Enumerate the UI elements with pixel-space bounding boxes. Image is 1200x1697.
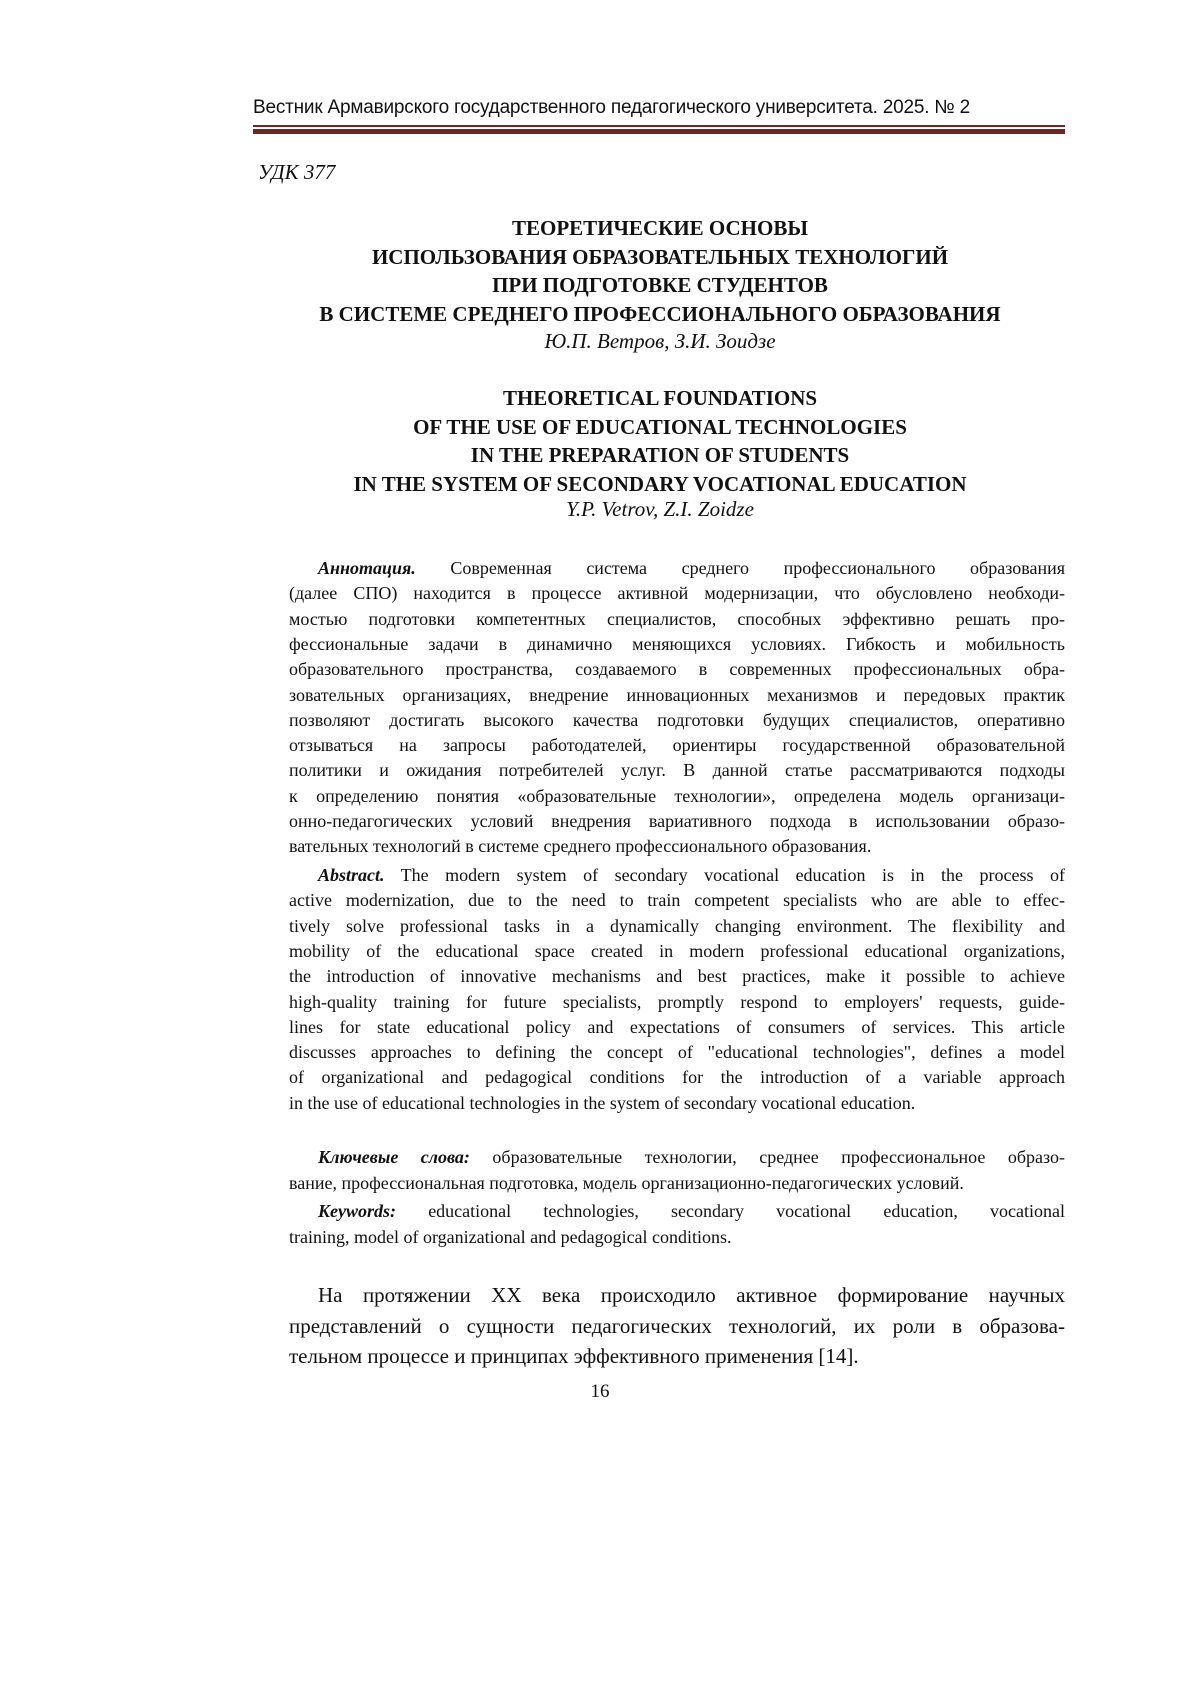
annotation-line <box>289 683 1065 708</box>
abstract-line <box>289 1091 1065 1116</box>
annotation-text: (далее СПО) находится в процессе активной модернизации, что обусловлено необходи- <box>289 583 1065 603</box>
body-paragraph-text: тельном процессе и принципах эффективного применения [14]. <box>289 1344 859 1368</box>
body-paragraph-line <box>289 1341 1065 1371</box>
keywords-ru-line <box>318 1145 1065 1170</box>
annotation-line <box>289 784 1065 809</box>
title-ru-line: ПРИ ПОДГОТОВКЕ СТУДЕНТОВ <box>240 271 1080 300</box>
abstract-line <box>289 1040 1065 1065</box>
annotation-label: Аннотация. <box>318 558 416 578</box>
journal-header: Вестник Армавирского государственного педагогического университета. 2025. № 2 <box>253 97 1065 119</box>
abstract-line <box>289 1065 1065 1090</box>
keywords-en-line <box>289 1225 1065 1250</box>
annotation-line <box>289 809 1065 834</box>
abstract-text: high-quality training for future specialists, promptly respond to employers' requests, guide- <box>289 992 1065 1012</box>
title-en-line: IN THE SYSTEM OF SECONDARY VOCATIONAL EDUCATION <box>240 470 1080 499</box>
header-rule-thin <box>253 125 1065 127</box>
annotation-line <box>289 581 1065 606</box>
annotation-text: онно-педагогических условий внедрения вариативного подхода в использовании образо- <box>289 811 1065 831</box>
body-paragraph-line <box>318 1280 1065 1310</box>
annotation-text: вательных технологий в системе среднего профессионального образования. <box>289 836 871 856</box>
annotation-line <box>289 834 1065 859</box>
abstract-line <box>289 914 1065 939</box>
keywords-en-label: Keywords: <box>318 1201 396 1221</box>
annotation-line <box>318 556 1065 581</box>
annotation-line <box>289 632 1065 657</box>
abstract-line <box>289 990 1065 1015</box>
body-paragraph-line <box>289 1311 1065 1341</box>
keywords-ru-text: образовательные технологии, среднее профессиональное образо- <box>470 1147 1065 1167</box>
annotation-line <box>289 607 1065 632</box>
keywords-en-text: training, model of organizational and pedagogical conditions. <box>289 1227 732 1247</box>
annotation-text: политики и ожидания потребителей услуг. В данной статье рассматриваются подходы <box>289 760 1065 780</box>
abstract-label: Abstract. <box>318 865 385 885</box>
authors-ru: Ю.П. Ветров, З.И. Зоидзе <box>240 329 1080 354</box>
annotation-text: фессиональные задачи в динамично меняющихся условиях. Гибкость и мобильность <box>289 634 1065 654</box>
abstract-text: discusses approaches to defining the concept of "educational technologies", defines a model <box>289 1042 1065 1062</box>
abstract-line <box>289 964 1065 989</box>
keywords-en-text: educational technologies, secondary vocational education, vocational <box>396 1201 1065 1221</box>
annotation-text: зовательных организациях, внедрение инновационных механизмов и передовых практик <box>289 685 1065 705</box>
abstract-text: mobility of the educational space created in modern professional educational organizations, <box>289 941 1065 961</box>
title-ru-line: В СИСТЕМЕ СРЕДНЕГО ПРОФЕССИОНАЛЬНОГО ОБРАЗОВАНИЯ <box>240 300 1080 329</box>
abstract-text: the introduction of innovative mechanisms and best practices, make it possible to achieve <box>289 966 1065 986</box>
annotation-line <box>289 708 1065 733</box>
title-en-line: IN THE PREPARATION OF STUDENTS <box>240 441 1080 470</box>
annotation-text: позволяют достигать высокого качества подготовки будущих специалистов, оперативно <box>289 710 1065 730</box>
title-ru-line: ИСПОЛЬЗОВАНИЯ ОБРАЗОВАТЕЛЬНЫХ ТЕХНОЛОГИЙ <box>240 243 1080 272</box>
annotation-text: отзываться на запросы работодателей, ориентиры государственной образовательной <box>289 735 1065 755</box>
annotation-line <box>289 758 1065 783</box>
annotation-text: образовательного пространства, создаваемого в современных профессиональных обра- <box>289 659 1065 679</box>
abstract-line <box>289 888 1065 913</box>
udk-code: УДК 377 <box>258 160 335 185</box>
page-number: 16 <box>0 1381 1200 1403</box>
abstract-line <box>289 939 1065 964</box>
body-paragraph-text: представлений о сущности педагогических технологий, их роли в образова- <box>289 1314 1065 1338</box>
abstract-line <box>289 1015 1065 1040</box>
annotation-text: Современная система среднего профессионального образования <box>416 558 1065 578</box>
keywords-en-line <box>318 1199 1065 1224</box>
abstract-text: in the use of educational technologies in the system of secondary vocational education. <box>289 1093 915 1113</box>
title-ru-line: ТЕОРЕТИЧЕСКИЕ ОСНОВЫ <box>240 214 1080 243</box>
body-paragraph-text: На протяжении XX века происходило активное формирование научных <box>318 1283 1065 1307</box>
abstract-text: of organizational and pedagogical conditions for the introduction of a variable approach <box>289 1067 1065 1087</box>
annotation-text: к определению понятия «образовательные технологии», определена модель организаци- <box>289 786 1065 806</box>
authors-en: Y.P. Vetrov, Z.I. Zoidze <box>240 497 1080 522</box>
abstract-text: The modern system of secondary vocational education is in the process of <box>385 865 1065 885</box>
abstract-text: lines for state educational policy and expectations of consumers of services. This article <box>289 1017 1065 1037</box>
abstract-text: active modernization, due to the need to train competent specialists who are able to effec- <box>289 890 1065 910</box>
abstract-line <box>318 863 1065 888</box>
annotation-line <box>289 657 1065 682</box>
keywords-ru-line <box>289 1171 1065 1196</box>
title-en-line: THEORETICAL FOUNDATIONS <box>240 384 1080 413</box>
title-en-line: OF THE USE OF EDUCATIONAL TECHNOLOGIES <box>240 413 1080 442</box>
header-rule-thick <box>253 129 1065 134</box>
annotation-text: мостью подготовки компетентных специалистов, способных эффективно решать про- <box>289 609 1065 629</box>
abstract-text: tively solve professional tasks in a dynamically changing environment. The flexibility and <box>289 916 1065 936</box>
keywords-ru-text: вание, профессиональная подготовка, модель организационно-педагогических условий. <box>289 1173 964 1193</box>
keywords-ru-label: Ключевые слова: <box>318 1147 470 1167</box>
annotation-line <box>289 733 1065 758</box>
